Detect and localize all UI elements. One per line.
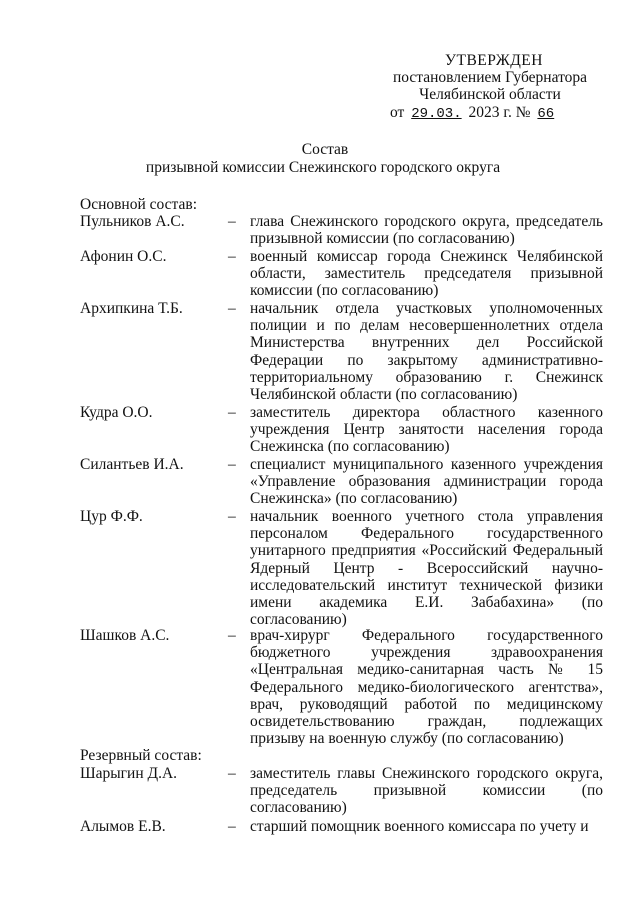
member-dash: – [228,765,236,782]
member-description: врач-хирург Федерального государственного бюджетного учреждения здравоохранения «Центральная медико-санитарная часть № 15 Федерального медико-биологического агентства», врач, руководящий работой по медицинскому освидетельствованию граждан, подлежащих призыву на военную службу (по согласованию) [250,627,603,748]
member-description: заместитель директора областного казенного учреждения Центр занятости населения города Снежинска (по согласованию) [250,404,603,456]
member-dash: – [228,627,236,644]
member-description: военный комиссар города Снежинск Челябинской области, заместитель председателя призывной комиссии (по согласованию) [250,248,603,300]
member-dash: – [228,456,236,473]
member-dash: – [228,404,236,421]
approval-line-1: постановлением Губернатора [392,69,588,87]
approval-date-line [390,104,590,123]
reserve-section-label: Резервный состав: [80,747,202,764]
member-name: Шашков А.С. [80,627,170,644]
member-dash: – [228,508,236,525]
member-dash: – [228,213,236,230]
member-name: Архипкина Т.Б. [80,300,183,317]
main-section-label: Основной состав: [80,196,198,213]
member-description: заместитель главы Снежинского городского округа, председатель призывной комиссии (по согласованию) [250,765,603,817]
member-name: Цур Ф.Ф. [80,508,143,525]
member-name: Кудра О.О. [80,404,153,421]
approval-heading: УТВЕРЖДЕН [445,52,543,69]
member-name: Шарыгин Д.А. [80,765,178,782]
date-value: 29.03. [411,105,462,122]
member-description: начальник отдела участковых уполномоченных полиции и по делам несовершеннолетних отдела Министерства внутренних дел Российской Федерации по закрытому административно-территориальному образованию г. Снежинск Челябинской области (по согласованию) [250,300,603,404]
member-description: начальник военного учетного стола управления персоналом Федерального государственного унитарного предприятия «Российский Федеральный Ядерный Центр - Всероссийский научно-исследовательский институт технической физики имени академика Е.И. Забабахина» (по согласованию) [250,508,603,629]
member-name: Афонин О.С. [80,248,167,265]
approval-line-2: Челябинской области [419,86,561,104]
member-description: старший помощник военного комиссара по учету и [250,818,589,835]
member-dash: – [228,818,236,835]
date-year: 2023 г. № [468,103,531,121]
member-name: Алымов Е.В. [80,818,166,835]
document-title [0,141,640,177]
member-description: глава Снежинского городского округа, председатель призывной комиссии (по согласованию) [250,213,603,248]
member-dash: – [228,248,236,265]
member-name: Пульников А.С. [80,213,185,230]
member-dash: – [228,300,236,317]
date-prefix: от [390,103,405,121]
member-description: специалист муниципального казенного учреждения «Управление образования администрации города Снежинска» (по согласованию) [250,456,603,508]
decree-number: 66 [537,105,555,122]
title-line-1: Состав [301,141,349,158]
approval-block [390,52,590,123]
title-line-2: призывной комиссии Снежинского городского округа [145,159,501,176]
member-name: Силантьев И.А. [80,456,184,473]
